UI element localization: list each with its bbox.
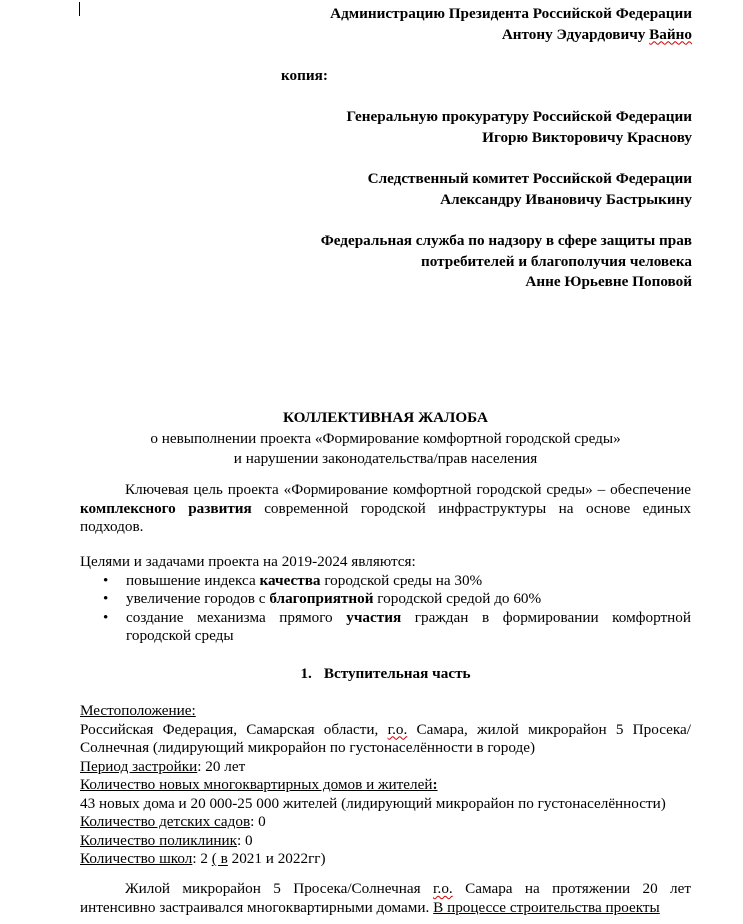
spellcheck-word: ( в bbox=[211, 850, 228, 867]
addressee-line: Александру Ивановичу Бастрыкину bbox=[440, 190, 692, 208]
spellcheck-word: г.о. bbox=[433, 880, 453, 897]
section-title: Вступительная часть bbox=[323, 665, 471, 682]
addressee-line: потребителей и благополучия человека bbox=[420, 252, 692, 270]
addressee-investigative-committee bbox=[368, 169, 692, 210]
addressee-line: Игорю Викторовичу Краснову bbox=[482, 128, 692, 146]
closing-paragraph: Жилой микрорайон 5 Просека/Солнечная г.о. Самара на протяжении 20 лет интенсивно застраивался многоквартирными домами. В процессе строительства проекты bbox=[80, 880, 692, 916]
section-heading bbox=[80, 665, 691, 683]
schools-row: Количество школ: 2 ( в 2021 и 2022гг) bbox=[80, 850, 326, 867]
kindergartens-row: Количество детских садов: 0 bbox=[80, 813, 266, 830]
addressee-line: Анне Юрьевне Поповой bbox=[525, 273, 692, 290]
copy-label: копия: bbox=[281, 67, 328, 84]
info-block bbox=[80, 702, 691, 869]
goals-heading: Целями и задачами проекта на 2019-2024 являются: bbox=[80, 553, 416, 570]
location-row: Российская Федерация, Самарская области, г.о. Самара, жилой микрорайон 5 Просека/Солнечная (лидирующий микрорайон по густонаселённости в городе) bbox=[80, 720, 691, 756]
houses-row: 43 новых дома и 20 000-25 000 жителей (лидирующий микрорайон по густонаселённости) bbox=[80, 794, 666, 812]
goals-list bbox=[80, 572, 691, 646]
list-item: • повышение индекса качества городской среды на 30% bbox=[103, 571, 483, 589]
list-item: • создание механизма прямого участия граждан в формировании комфортной городской среды bbox=[103, 608, 692, 644]
list-item: • увеличение городов с благоприятной городской средой до 60% bbox=[103, 590, 542, 607]
section-number: 1. bbox=[300, 665, 312, 682]
underlined-phrase: В процессе строительства проекты bbox=[433, 898, 660, 916]
addressee-line: Федеральная служба по надзору в сфере защиты прав bbox=[320, 232, 692, 249]
period-row: Период застройки: 20 лет bbox=[80, 757, 246, 775]
document-heading: КОЛЛЕКТИВНАЯ ЖАЛОБА bbox=[282, 409, 488, 426]
addressee-line: Администрацию Президента Российской Федерации bbox=[330, 5, 692, 22]
spellcheck-word: Вайно bbox=[649, 25, 692, 43]
complaint-title bbox=[80, 408, 691, 470]
houses-label: Количество новых многоквартирных домов и жителей bbox=[80, 776, 433, 793]
location-label: Местоположение: bbox=[80, 702, 196, 719]
location-label-row bbox=[80, 702, 691, 721]
goals-section bbox=[80, 553, 691, 646]
clinics-label: Количество поликлиник bbox=[80, 831, 238, 849]
addressee-rospotrebnadzor bbox=[321, 231, 692, 293]
document-subtitle: и нарушении законодательства/прав населения bbox=[233, 450, 538, 467]
kindergartens-label: Количество детских садов bbox=[80, 813, 251, 830]
addressee-line: Генеральную прокуратуру Российской Федерации bbox=[346, 108, 692, 125]
schools-label: Количество школ bbox=[80, 850, 193, 867]
addressee-prosecutor bbox=[347, 107, 692, 148]
intro-paragraph: Ключевая цель проекта «Формирование комфортной городской среды» – обеспечение комплексного развития современной городской инфраструктуры на основе единых подходов. bbox=[80, 481, 691, 535]
clinics-row: Количество поликлиник: 0 bbox=[80, 831, 253, 849]
addressee-name: Антону Эдуардовичу bbox=[501, 25, 650, 43]
spellcheck-word: г.о. bbox=[387, 720, 408, 738]
bullet-icon: • bbox=[103, 571, 109, 589]
period-label: Период застройки bbox=[80, 757, 198, 775]
bullet-icon: • bbox=[103, 590, 109, 607]
text-cursor bbox=[79, 2, 80, 16]
houses-label-row: Количество новых многоквартирных домов и жителей: bbox=[80, 776, 438, 793]
document-subtitle: о невыполнении проекта «Формирование комфортной городской среды» bbox=[150, 429, 621, 447]
addressee-line bbox=[330, 25, 692, 46]
addressee-line: Следственный комитет Российской Федерации bbox=[367, 170, 692, 187]
bold-phrase: комплексного развития bbox=[80, 499, 252, 517]
bullet-icon: • bbox=[103, 608, 109, 626]
addressee-presidential-administration bbox=[330, 4, 692, 45]
